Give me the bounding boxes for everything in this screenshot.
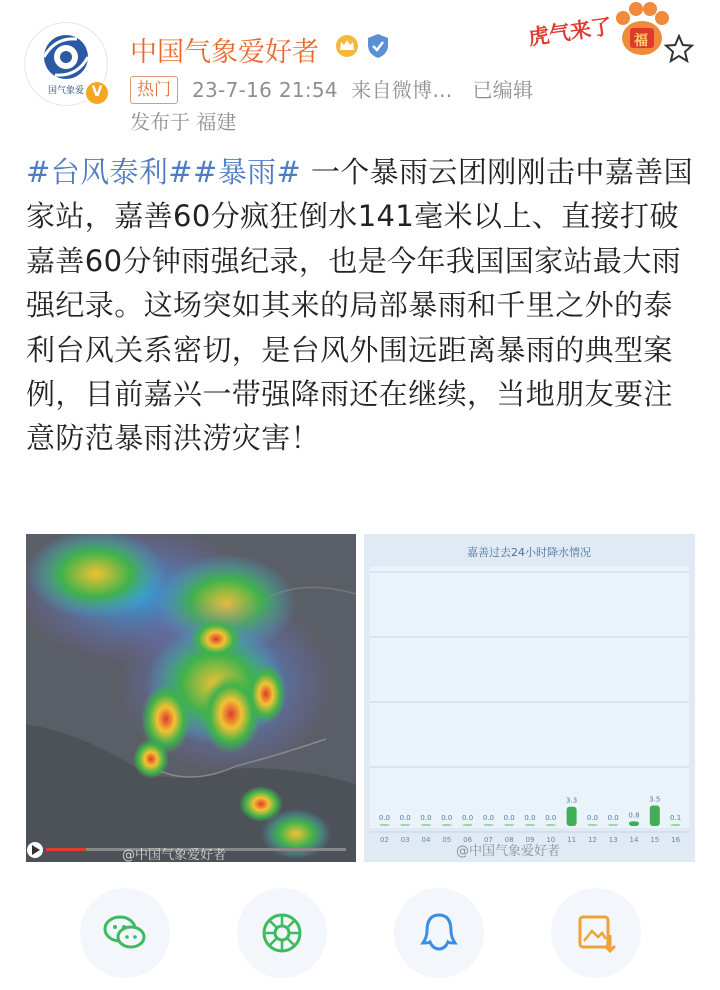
bar-08 bbox=[504, 824, 514, 826]
share-moments-button[interactable] bbox=[237, 888, 327, 978]
bar-02 bbox=[379, 824, 389, 826]
shield-icon bbox=[366, 33, 390, 59]
bar-15 bbox=[650, 806, 660, 826]
save-image-icon bbox=[572, 909, 620, 957]
wechat-icon bbox=[101, 909, 149, 957]
x-tick-11: 11 bbox=[567, 836, 577, 844]
qq-icon bbox=[415, 909, 463, 957]
value-label-11: 3.3 bbox=[566, 796, 578, 805]
share-qq-button[interactable] bbox=[394, 888, 484, 978]
share-save-image-button[interactable] bbox=[551, 888, 641, 978]
post-meta bbox=[192, 74, 533, 103]
edited-label[interactable]: 已编辑 bbox=[472, 78, 534, 102]
crown-icon bbox=[334, 34, 360, 58]
x-tick-12: 12 bbox=[587, 836, 597, 844]
x-tick-04: 04 bbox=[421, 836, 431, 844]
timestamp: 23-7-16 21:54 bbox=[192, 78, 338, 102]
x-tick-05: 05 bbox=[442, 836, 452, 844]
sticker-sign: 福 bbox=[634, 33, 648, 49]
radar-map-graphic bbox=[26, 534, 356, 862]
value-label-13: 0.0 bbox=[607, 814, 619, 822]
rainfall-chart-image[interactable] bbox=[364, 534, 695, 862]
x-tick-10: 10 bbox=[546, 836, 556, 844]
hot-badge: 热门 bbox=[130, 76, 178, 104]
avatar-caption: 国气象爱 bbox=[47, 86, 84, 96]
value-label-14: 0.8 bbox=[628, 811, 640, 820]
x-tick-16: 16 bbox=[671, 836, 681, 844]
value-label-12: 0.0 bbox=[586, 814, 598, 822]
share-wechat-button[interactable] bbox=[80, 888, 170, 978]
x-tick-09: 09 bbox=[525, 836, 535, 844]
radar-image[interactable] bbox=[26, 534, 356, 862]
username[interactable]: 中国气象爱好者 bbox=[130, 37, 319, 68]
bar-09 bbox=[525, 824, 535, 826]
value-label-09: 0.0 bbox=[524, 814, 536, 822]
source[interactable]: 来自微博... bbox=[351, 78, 453, 102]
moments-icon bbox=[258, 909, 306, 957]
verified-badge: V bbox=[84, 80, 110, 106]
value-label-10: 0.0 bbox=[545, 814, 557, 822]
x-tick-15: 15 bbox=[650, 836, 660, 844]
x-tick-06: 06 bbox=[463, 836, 473, 844]
bar-12 bbox=[587, 824, 597, 826]
bar-05 bbox=[442, 824, 452, 826]
x-tick-03: 03 bbox=[400, 836, 410, 844]
chart-watermark: @中国气象爱好者 bbox=[456, 844, 561, 859]
hashtag-rainstorm[interactable]: #暴雨# bbox=[193, 155, 302, 189]
bar-16 bbox=[671, 824, 681, 826]
value-label-15: 3.5 bbox=[649, 795, 661, 804]
value-label-06: 0.0 bbox=[462, 814, 474, 822]
bar-14 bbox=[629, 821, 639, 826]
radar-watermark: @中国气象爱好者 bbox=[122, 848, 227, 862]
bar-04 bbox=[421, 824, 431, 826]
value-label-07: 0.0 bbox=[482, 814, 494, 822]
hashtag-typhoon[interactable]: #台风泰利# bbox=[26, 155, 193, 189]
value-label-03: 0.0 bbox=[399, 814, 411, 822]
post-body: 一个暴雨云团刚刚击中嘉善国家站，嘉善60分疯狂倒水141毫米以上、直接打破嘉善60分钟雨强纪录，也是今年我国国家站最大雨强纪录。这场突如其来的局部暴雨和千里之外的泰利台风关系密切，是台风外围远距离暴雨的典型案例，目前嘉兴一带强降雨还在继续，当地朋友要注意防范暴雨洪涝灾害！ bbox=[26, 155, 694, 456]
value-label-16: 0.1 bbox=[670, 814, 682, 822]
x-tick-02: 02 bbox=[379, 836, 389, 844]
value-label-08: 0.0 bbox=[503, 814, 515, 822]
value-label-02: 0.0 bbox=[378, 814, 390, 822]
bar-03 bbox=[400, 824, 410, 826]
tiger-sticker bbox=[522, 0, 672, 66]
bar-11 bbox=[567, 807, 577, 826]
location: 发布于 福建 bbox=[130, 110, 237, 134]
sticker-text: 虎气来了 bbox=[526, 14, 614, 50]
value-label-05: 0.0 bbox=[441, 814, 453, 822]
x-tick-13: 13 bbox=[608, 836, 618, 844]
star-icon[interactable] bbox=[664, 34, 694, 64]
bar-06 bbox=[463, 824, 473, 826]
bar-07 bbox=[483, 824, 493, 826]
chart-title: 嘉善过去24小时降水情况 bbox=[467, 546, 591, 559]
rainfall-chart bbox=[364, 534, 695, 862]
post-text bbox=[26, 150, 696, 461]
bar-13 bbox=[608, 824, 618, 826]
x-tick-07: 07 bbox=[483, 836, 493, 844]
plot-area bbox=[370, 566, 689, 828]
x-tick-14: 14 bbox=[629, 836, 639, 844]
x-tick-08: 08 bbox=[504, 836, 514, 844]
bar-10 bbox=[546, 824, 556, 826]
value-label-04: 0.0 bbox=[420, 814, 432, 822]
